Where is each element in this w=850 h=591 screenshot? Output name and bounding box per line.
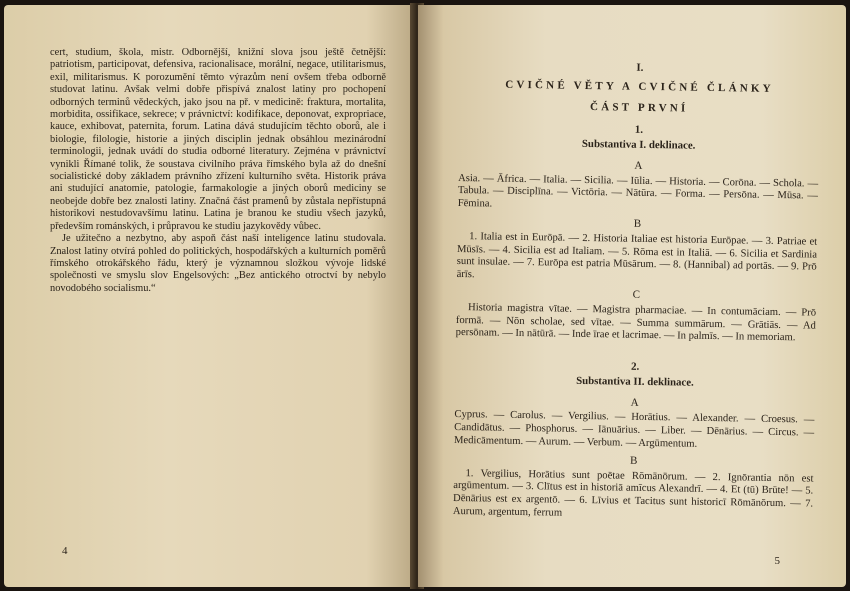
section-1-a-label: A [634, 159, 643, 172]
left-paragraph-1: cert, studium, škola, mistr. Odbornější, knižní slova jsou ještě četnější: patriotism, participovat, defensiva, racionalisace, morální, negace, utilitarismus, exil, militarismus. K porozumění těmto výrazům není ovšem třeba odborně studovat latinu. Avšak velmi dobře přispívá znalost latiny pro pochopení odborných terminů vědeckých, jako jsou na př. v medicině: fraktura, mortalita, morbidita, ossifikace, sekrece; v právnictví: kodifikace, deponovat, expropriace, kauce, exhibovat, paternita, forum. Latina dává studujícím těchto oborů, ale i biologie, filologie, historie a jiných disciplin jednak obsáhlou mezinárodní terminologii, jednak uvádí do studia odborné literatury. Zejména v právnictví vynikli Římané tolik, že soustava civilního práva římského byla až do dnešní socialistické doby základem právního zřízení kulturního světa. Historik práva ani studující anatomie, patologie, farmakologie a jiných oborů mediciny se neobejde dobře bez znalosti latiny. Značná část pramenů by zůstala nepřístupná historikovi nestudovavšímu latinu. Latina je branou ke studiu všech jazyků, především románských, i průpravou ke studiu jazykovědy vůbec. [50, 47, 386, 232]
section-1-c-text: Historia magistra vītae. — Magistra pharmaciae. — In contumāciam. — Prō formā. — Nōn scholae, sed vītae. — Summa summārum. — Grātiās. — Ad persōnam. — In nātūrā. — Inde īrae et lacrimae. — In palmīs. — In memoriam. [455, 302, 817, 344]
section-2-a-text: Cyprus. — Carolus. — Vergilius. — Horātius. — Alexander. — Croesus. — Candidātus. — Phosphorus. — Iānuārius. — Liber. — Dēnārius. — Circus. — Medicāmentum. — Aurum. — Verbum. — Argūmentum. [453, 409, 815, 450]
section-2-b-text: 1. Vergilius, Horātius sunt poētae Rōmānōrum. — 2. Ignōrantia nōn est argūmentum. — 3. Clītus est in historiā amīcus Alexandrī. — 4. Et (tū) Brūte! — 5. Dēnārius est ex argentō. — 6. Līvius et Tacitus sunt historicī Rōmānōrum. — 7. Aurum, argentum, ferrum [452, 467, 814, 519]
section-2-title: Substantiva II. deklinace. [576, 375, 694, 389]
section-1-number: 1. [634, 123, 644, 136]
right-page-text [453, 59, 820, 524]
section-1-c-label: C [632, 289, 641, 302]
section-2-a-label: A [630, 396, 639, 409]
section-1-title: Substantiva I. deklinace. [581, 138, 696, 153]
section-2-number: 2. [630, 360, 640, 373]
left-page-text [50, 47, 386, 295]
part-heading: ČÁST PRVNÍ [589, 101, 689, 115]
section-1-b-label: B [633, 218, 642, 231]
open-book [2, 3, 848, 589]
left-paragraph-2: Je užitečno a nezbytno, aby aspoň část naší inteligence latinu studovala. Znalost latiny otvírá pohled do politických, hospodářských a kulturních poměrů římského otrokářského řádu, který je významnou složkou vývoje lidské společnosti ve smyslu slov Engelsových: „Bez antického otroctví by nebylo novodobého socialismu.“ [50, 233, 386, 294]
page-number-left: 4 [62, 545, 68, 557]
right-page [418, 5, 846, 587]
section-1-a-text: Asia. — Āfrica. — Italia. — Sicilia. — Iūlia. — Historia. — Corōna. — Schola. — Tabula. — Disciplīna. — Victōria. — Nātūra. — Forma. — Persōna. — Mūsa. — Fēmina. [457, 172, 819, 210]
section-2-b-label: B [629, 454, 638, 468]
page-number-right: 5 [774, 555, 780, 567]
section-1-b-text: 1. Italia est in Eurōpā. — 2. Historia Italiae est historia Eurōpae. — 3. Patriae et Mūsīs. — 4. Sicilia est ad Italiam. — 5. Rōma est in Italiā. — 6. Sicilia et Sardinia sunt insulae. — 7. Eurōpa est patria Mūsārum. — 8. (Hannibal) ad portās. — 9. Prō ārīs. [456, 231, 818, 280]
chapter-heading: CVIČNÉ VĚTY A CVIČNÉ ČLÁNKY [505, 78, 774, 95]
left-page [4, 5, 416, 587]
chapter-number: I. [636, 61, 644, 74]
